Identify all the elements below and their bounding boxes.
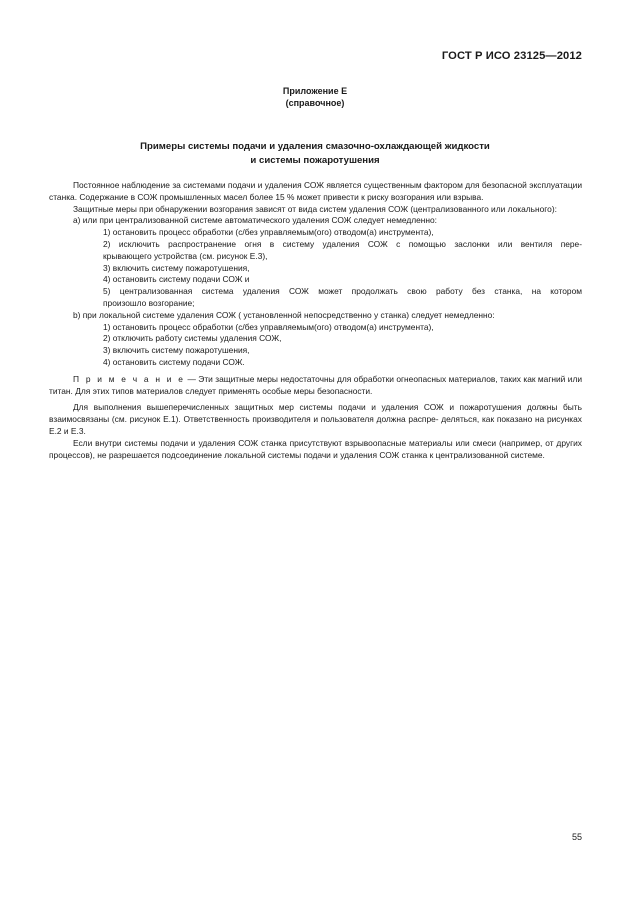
page-number: 55 — [571, 832, 582, 842]
appendix-heading — [0, 85, 630, 109]
list-b-heading: b) при локальной системе удаления СОЖ ( установленной непосредственно у станка) следует немедленно: — [73, 309, 495, 320]
paragraph-1: Постоянное наблюдение за системами подачи и удаления СОЖ является существенным фактором для безопасной эксплуатации станка. Содержание в СОЖ промышленных масел более 15 % может привести к риску возгорания или взрыва. — [49, 180, 582, 202]
list-b-item: 3) включить систему пожаротушения, — [103, 345, 250, 356]
paragraph-2: Защитные меры при обнаружении возгорания зависят от вида систем удаления СОЖ (централизованного или локального): — [73, 203, 557, 214]
note-text: — Эти защитные меры недостаточны для обработки огнеопасных материалов, таких как магний или титан. Для этих типов материалов следует применять особые меры безопасности. — [49, 373, 583, 396]
list-a-item: 4) остановить систему подачи СОЖ и — [103, 274, 250, 285]
list-a-heading: a) или при централизованной системе автоматического удаления СОЖ следует немедленно: — [73, 215, 437, 226]
paragraph-4: Если внутри системы подачи и удаления СОЖ станка присутствуют взрывоопасные материалы или смеси (например, от других процессов), не разрешается подсоединение локальной системы подачи и удаления СОЖ станка к централизованной системе. — [49, 437, 582, 460]
list-a-item: 2) исключить распространение огня в систему удаления СОЖ с помощью заслонки или вентиля пере- — [103, 238, 582, 249]
list-a-item: 5) централизованная система удаления СОЖ может продолжать свою работу без станка, на котором — [103, 286, 582, 297]
section-title — [0, 140, 630, 167]
note-paragraph — [49, 374, 582, 398]
standard-number: ГОСТ Р ИСО 23125—2012 — [441, 50, 582, 62]
paragraph-3: Для выполнения вышеперечисленных защитных мер системы подачи и удаления СОЖ и пожаротушения должны быть взаимосвязаны (см. рисунок Е.1). Ответственность производителя и пользователя должна распре- деляться, как показано на рисунках Е.2 и Е.3. — [49, 402, 582, 436]
list-a-item: крывающего устройства (см. рисунок Е.3), — [103, 250, 268, 261]
list-b-item: 2) отключить работу системы удаления СОЖ, — [103, 333, 282, 344]
title-line-2: и системы пожаротушения — [250, 154, 380, 166]
list-b-item: 4) остановить систему подачи СОЖ. — [103, 356, 245, 367]
appendix-label: Приложение Е — [282, 86, 348, 96]
list-a-item: 1) остановить процесс обработки (с/без управляемым(ого) отводом(а) инструмента), — [103, 227, 434, 238]
note-label: П р и м е ч а н и е — [73, 373, 186, 384]
list-a-item: 3) включить систему пожаротушения, — [103, 262, 250, 273]
body-text — [49, 180, 582, 461]
appendix-type: (справочное) — [285, 98, 345, 108]
title-line-1: Примеры системы подачи и удаления смазочно-охлаждающей жидкости — [140, 141, 490, 152]
list-b-item: 1) остановить процесс обработки (с/без управляемым(ого) отводом(а) инструмента), — [103, 321, 434, 332]
list-a-item: произошло возгорание; — [103, 297, 195, 308]
